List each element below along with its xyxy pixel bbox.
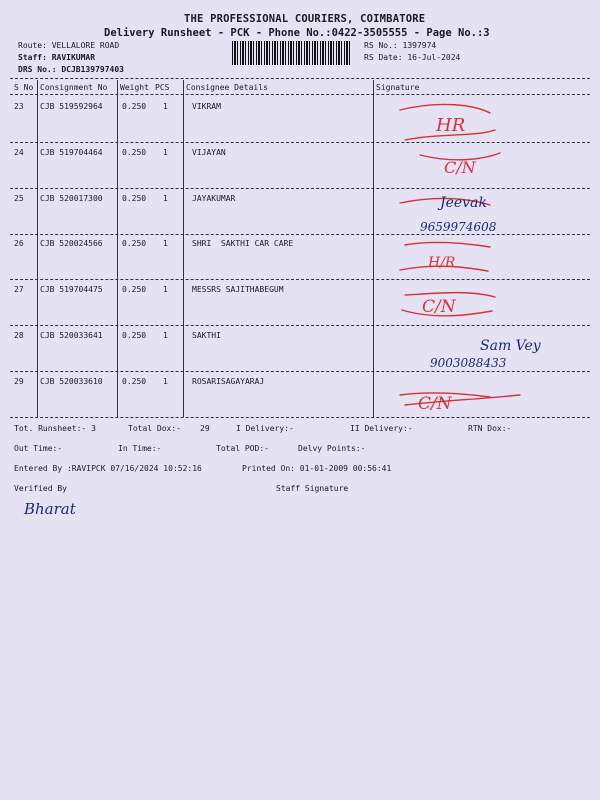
verifier-signature: Bharat bbox=[24, 500, 76, 518]
table-row-weight: 0.250 bbox=[122, 331, 147, 340]
route: Route: VELLALORE ROAD bbox=[18, 41, 120, 50]
table-row-weight: 0.250 bbox=[122, 194, 147, 203]
rs-number: RS No.: 1397974 bbox=[364, 41, 437, 50]
col-sno: S No bbox=[14, 83, 34, 92]
table-row-weight: 0.250 bbox=[122, 285, 147, 294]
table-row-consignee: SHRI SAKTHI CAR CARE bbox=[192, 239, 294, 248]
delvy-points: Delvy Points:- bbox=[298, 444, 366, 453]
table-row-cons: CJB 520017300 bbox=[40, 194, 103, 203]
table-row-weight: 0.250 bbox=[122, 148, 147, 157]
col-line bbox=[373, 80, 374, 417]
runsheet-title: Delivery Runsheet - PCK - Phone No.:0422-3505555 - Page No.:3 bbox=[104, 27, 490, 39]
col-line bbox=[117, 80, 118, 417]
table-row-weight: 0.250 bbox=[122, 102, 147, 111]
table-row-sno: 29 bbox=[14, 377, 24, 386]
staff: Staff: RAVIKUMAR bbox=[18, 53, 96, 62]
signature-row-29: C/N bbox=[418, 394, 452, 414]
entered-by: Entered By :RAVIPCK 07/16/2024 10:52:16 bbox=[14, 464, 202, 473]
table-row-weight: 0.250 bbox=[122, 239, 147, 248]
total-pod: Total POD:- bbox=[216, 444, 269, 453]
table-row-consignee: ROSARISAGAYARAJ bbox=[192, 377, 265, 386]
table-row-consignee: SAKTHI bbox=[192, 331, 221, 340]
table-row-sno: 25 bbox=[14, 194, 24, 203]
table-row-cons: CJB 519704464 bbox=[40, 148, 103, 157]
table-row-sno: 26 bbox=[14, 239, 24, 248]
signature-row-24: C/N bbox=[444, 158, 476, 177]
col-line bbox=[37, 80, 38, 417]
signature-row-26: H/R bbox=[428, 255, 456, 271]
table-row-sno: 23 bbox=[14, 102, 24, 111]
i-delivery: I Delivery:- bbox=[236, 424, 294, 433]
table-row-cons: CJB 519704475 bbox=[40, 285, 103, 294]
signature-row-23: HR bbox=[436, 115, 466, 136]
table-row-consignee: JAYAKUMAR bbox=[192, 194, 236, 203]
col-signature: Signature bbox=[376, 83, 420, 92]
table-row-pcs: 1 bbox=[163, 331, 168, 340]
in-time: In Time:- bbox=[118, 444, 162, 453]
staff-signature: Staff Signature bbox=[276, 484, 349, 493]
ii-delivery: II Delivery:- bbox=[350, 424, 413, 433]
phone-row-25: 9659974608 bbox=[420, 220, 497, 234]
drs-number: DRS No.: DCJB139797403 bbox=[18, 65, 124, 74]
col-weight: Weight bbox=[120, 83, 149, 92]
barcode bbox=[232, 41, 352, 65]
col-line bbox=[183, 80, 184, 417]
table-top-rule bbox=[10, 78, 590, 79]
table-row-consignee: MESSRS SAJITHABEGUM bbox=[192, 285, 284, 294]
table-row-cons: CJB 520024566 bbox=[40, 239, 103, 248]
table-row-pcs: 1 bbox=[163, 239, 168, 248]
table-row-cons: CJB 519592964 bbox=[40, 102, 103, 111]
table-row-sno: 27 bbox=[14, 285, 24, 294]
tot-runsheet: Tot. Runsheet:- 3 bbox=[14, 424, 96, 433]
red-pen-strokes bbox=[380, 95, 590, 425]
signature-row-28: Sam Vey bbox=[480, 338, 541, 354]
table-row-pcs: 1 bbox=[163, 377, 168, 386]
table-row-pcs: 1 bbox=[163, 285, 168, 294]
phone-row-28: 9003088433 bbox=[430, 356, 507, 370]
table-row-weight: 0.250 bbox=[122, 377, 147, 386]
table-row-sno: 28 bbox=[14, 331, 24, 340]
total-dox-label: Total Dox:- bbox=[128, 424, 181, 433]
company-title: THE PROFESSIONAL COURIERS, COIMBATORE bbox=[184, 13, 426, 25]
total-dox-value: 29 bbox=[200, 424, 210, 433]
col-consignment: Consignment No bbox=[40, 83, 108, 92]
table-row-pcs: 1 bbox=[163, 102, 168, 111]
out-time: Out Time:- bbox=[14, 444, 63, 453]
printed-on: Printed On: 01-01-2009 00:56:41 bbox=[242, 464, 392, 473]
table-row-consignee: VIKRAM bbox=[192, 102, 221, 111]
table-row-pcs: 1 bbox=[163, 148, 168, 157]
col-consignee: Consignee Details bbox=[186, 83, 268, 92]
table-row-sno: 24 bbox=[14, 148, 24, 157]
rs-date: RS Date: 16-Jul-2024 bbox=[364, 53, 461, 62]
table-row-pcs: 1 bbox=[163, 194, 168, 203]
signature-row-25: Jeevak bbox=[440, 195, 487, 211]
table-row-cons: CJB 520033610 bbox=[40, 377, 103, 386]
rtn-dox: RTN Dox:- bbox=[468, 424, 512, 433]
table-row-cons: CJB 520033641 bbox=[40, 331, 103, 340]
table-row-consignee: VIJAYAN bbox=[192, 148, 226, 157]
verified-by: Verified By bbox=[14, 484, 67, 493]
signature-row-27: C/N bbox=[422, 297, 456, 317]
col-pcs: PCS bbox=[155, 83, 170, 92]
